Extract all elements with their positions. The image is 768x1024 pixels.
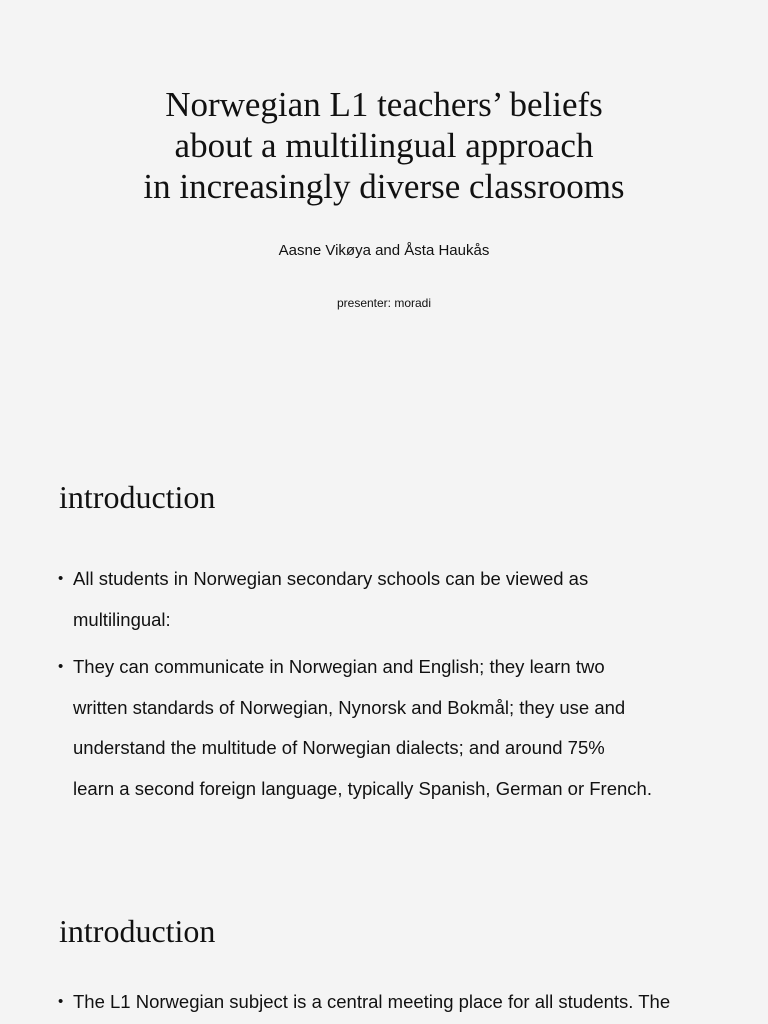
list-item (58, 982, 728, 1023)
title-line: Norwegian L1 teachers’ beliefs (165, 85, 603, 124)
bullet-icon: • (58, 658, 64, 675)
introduction-slide-2 (0, 868, 768, 1024)
title-line: about a multilingual approach (174, 126, 594, 165)
bullet-text-line: They can communicate in Norwegian and English; they learn two (73, 656, 605, 677)
title-line: in increasingly diverse classrooms (143, 167, 625, 206)
bullet-list (58, 559, 728, 816)
bullet-icon: • (58, 993, 64, 1010)
bullet-text-line: All students in Norwegian secondary schools can be viewed as (73, 568, 589, 589)
slide-heading: introduction (59, 479, 216, 515)
presentation-title (0, 84, 768, 207)
bullet-icon: • (58, 570, 64, 587)
list-item (58, 647, 728, 809)
list-item (58, 559, 728, 640)
presenter-credit: presenter: moradi (336, 296, 432, 310)
title-slide (0, 0, 768, 434)
authors: Aasne Vikøya and Åsta Haukås (278, 242, 490, 259)
bullet-text-line: learn a second foreign language, typically Spanish, German or French. (73, 777, 652, 799)
introduction-slide-1 (0, 434, 768, 868)
slide-heading: introduction (59, 913, 216, 949)
bullet-list (58, 982, 728, 1024)
bullet-text-line: written standards of Norwegian, Nynorsk and Bokmål; they use and (73, 696, 626, 718)
bullet-text-line: understand the multitude of Norwegian dialects; and around 75% (73, 737, 605, 758)
bullet-text-line: The L1 Norwegian subject is a central meeting place for all students. The (73, 991, 671, 1012)
bullet-text-line: multilingual: (73, 608, 171, 630)
